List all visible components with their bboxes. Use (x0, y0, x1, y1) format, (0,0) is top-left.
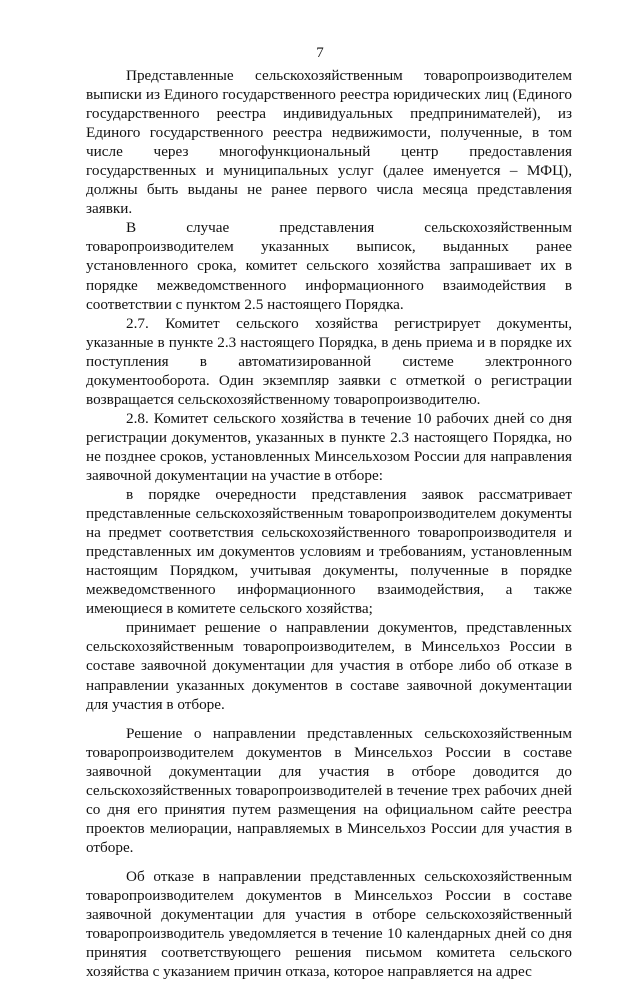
page-number: 7 (316, 45, 324, 61)
paragraph-refusal-notification: Об отказе в направлении представленных сельскохозяйственным товаропроизводителем документов в Минсельхоз России в составе заявочной документации для участия в отборе сельскохозяйственный товаропроизводитель уведомляется в течение 10 календарных дней со дня принятия соответствующего решения письмом комитета сельского хозяйства с указанием причин отказа, которое направляется на адрес (86, 867, 572, 981)
paragraph-interagency-request: В случае представления сельскохозяйственным товаропроизводителем указанных выписок, выданных ранее установленного срока, комитет сельского хозяйства запрашивает их в порядке межведомственного информационного взаимодействия в соответствии с пунктом 2.5 настоящего Порядка. (86, 219, 572, 313)
paragraph-review-applications: в порядке очередности представления заявок рассматривает представленные сельскохозяйственным товаропроизводителем документы на предмет соответствия сельскохозяйственного товаропроизводителя и представленных им документов условиям и требованиям, установленным настоящим Порядком, учитывая документы, полученные в порядке межведомственного информационного взаимодействия, а также имеющиеся в комитете сельского хозяйства; (86, 486, 572, 618)
paragraph-2-7-registration: 2.7. Комитет сельского хозяйства регистрирует документы, указанные в пункте 2.3 настоящего Порядка, в день приема и в порядке их поступления в автоматизированной системе электронного документооборота. Один экземпляр заявки с отметкой о регистрации возвращается сельскохозяйственному товаропроизводителю. (86, 314, 572, 408)
paragraph-extracts-validity: Представленные сельскохозяйственным товаропроизводителем выписки из Единого государственного реестра юридических лиц (Единого государственного реестра индивидуальных предпринимателей), из Единого государственного реестра недвижимости, полученные, в том числе через многофункциональный центр предоставления государственных и муниципальных услуг (далее именуется – МФЦ), должны быть выданы не ранее первого числа месяца представления заявки. (86, 67, 572, 218)
document-body (86, 66, 572, 981)
paragraph-decision: принимает решение о направлении документов, представленных сельскохозяйственным товаропроизводителем, в Минсельхоз России в составе заявочной документации для участия в отборе либо об отказе в направлении указанных документов в составе заявочной документации для участия в отборе. (86, 619, 572, 713)
paragraph-2-8-review-terms: 2.8. Комитет сельского хозяйства в течение 10 рабочих дней со дня регистрации документов, указанных в пункте 2.3 настоящего Порядка, но не позднее сроков, установленных Минсельхозом России для направления заявочной документации на участие в отборе: (86, 409, 572, 484)
paragraph-decision-notification: Решение о направлении представленных сельскохозяйственным товаропроизводителем документов в Минсельхоз России в составе заявочной документации для участия в отборе доводится до сельскохозяйственных товаропроизводителей в течение трех рабочих дней со дня его принятия путем размещения на официальном сайте реестра проектов мелиорации, направляемых в Минсельхоз России для участия в отборе. (86, 724, 572, 856)
